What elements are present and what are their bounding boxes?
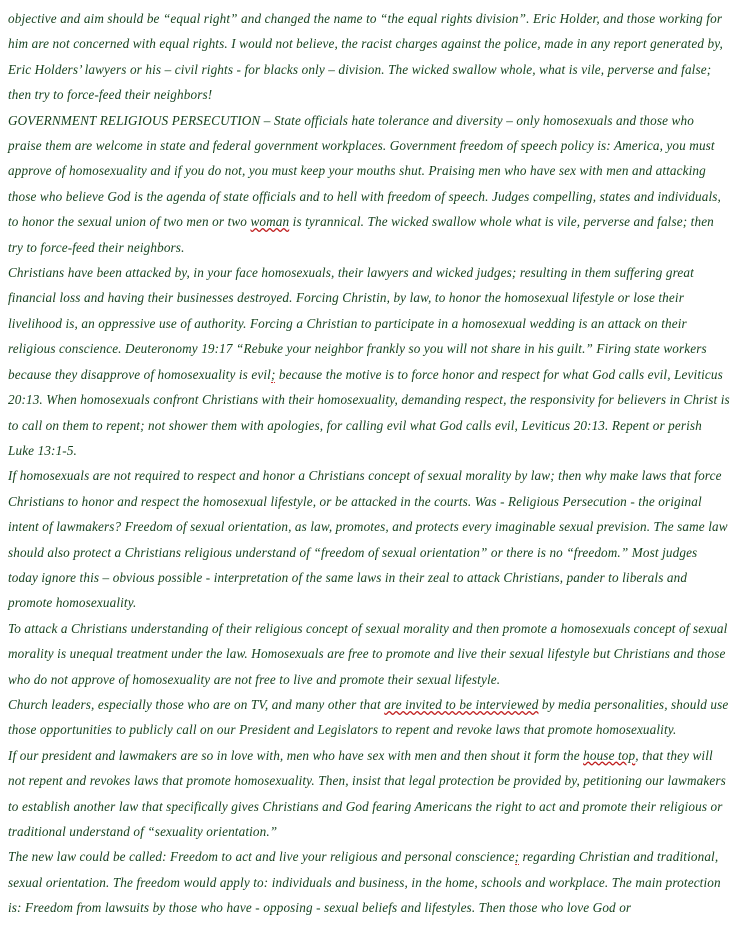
paragraph-3-text-after: because the motive is to force honor and respect for what God calls evil, Leviticus 20:13. When homosexuals confront Christians with their homosexuality, demanding respect, the responsivity for believers in Christ is to call on them to repent; not shower them with apologies, for calling evil what God calls evil, Leviticus 20:13. Repent or perish Luke 13:1-5. xyxy=(8,366,730,458)
paragraph-2-text-after: is tyrannical. The wicked swallow whole what is vile, perverse and false; then try to force-feed their neighbors. xyxy=(8,214,714,255)
paragraph-7-underlined-phrase: house top xyxy=(583,747,636,763)
paragraph-7-text-before: If our president and lawmakers are so in love with, men who have sex with men and then shout it form the xyxy=(8,747,584,763)
paragraph-8 xyxy=(8,844,730,920)
paragraph-5: To attack a Christians understanding of their religious concept of sexual morality and then promote a homosexuals concept of sexual morality is unequal treatment under the law. Homosexuals are free to promote and live their sexual lifestyle but Christians and those who do not approve of homosexuality are not free to live and promote their sexual lifestyle. xyxy=(8,620,728,687)
paragraph-3 xyxy=(8,260,730,463)
paragraph-2-underlined-term: woman xyxy=(250,214,290,230)
paragraph-3-marked-punctuation: ; xyxy=(270,366,276,382)
paragraph-8-text-before: The new law could be called: Freedom to act and live your religious and personal conscience xyxy=(8,849,515,865)
paragraph-6-text-after: by media personalities, should use those opportunities to publicly call on our President and Legislators to repent and revoke laws that promote homosexuality. xyxy=(8,696,729,738)
paragraph-8-text-after: regarding Christian and traditional, sexual orientation. The freedom would apply to: individuals and business, in the home, schools and workplace. The main protection is: Freedom from lawsuits by those who have - opposing - sexual beliefs and lifestyles. Then those who love God or xyxy=(8,849,721,916)
paragraph-7 xyxy=(8,743,730,845)
paragraph-6-text-before: Church leaders, especially those who are on TV, and many other that xyxy=(8,696,385,712)
paragraph-6 xyxy=(8,692,730,743)
paragraph-6-underlined-phrase: are invited to be interviewed xyxy=(384,696,539,712)
paragraph-2 xyxy=(8,108,730,260)
paragraph-2-text-before: GOVERNMENT RELIGIOUS PERSECUTION – State officials hate tolerance and diversity – only homosexuals and those who praise them are welcome in state and federal government workplaces. Government freedom of speech policy is: America, you must approve of homosexuality and if you do not, you must keep your mouths shut. Praising men who have sex with men and attacking those who believe God is the agenda of state officials and to hell with freedom of speech. Judges compelling, states and individuals, to honor the sexual union of two men or two xyxy=(8,112,721,230)
paragraph-1: objective and aim should be “equal right” and changed the name to “the equal rights division”. Eric Holder, and those working for him are not concerned with equal rights. I would not believe, the racist charges against the police, made in any report generated by, Eric Holders’ lawyers or his – civil rights - for blacks only – division. The wicked swallow whole, what is vile, perverse and false; then try to force-feed their neighbors! xyxy=(8,11,723,103)
paragraph-4: If homosexuals are not required to respect and honor a Christians concept of sexual morality by law; then why make laws that force Christians to honor and respect the homosexual lifestyle, or be attacked in the courts. Was - Religious Persecution - the original intent of lawmakers? Freedom of sexual orientation, as law, promotes, and protects every imaginable sexual prevision. The same law should also protect a Christians religious understand of “freedom of sexual orientation” or there is no “freedom.” Most judges today ignore this – obvious possible - interpretation of the same laws in their zeal to attack Christians, pander to liberals and promote homosexuality. xyxy=(8,468,728,611)
paragraph-7-text-after: , that they will not repent and revokes laws that promote homosexuality. Then, insist that legal protection be provided by, petitioning our lawmakers to establish another law that specifically gives Christians and God fearing Americans the right to act and promote their religious or traditional understand of “sexuality orientation.” xyxy=(8,747,726,839)
paragraph-3-text-before: Christians have been attacked by, in your face homosexuals, their lawyers and wicked judges; resulting in them suffering great financial loss and having their businesses destroyed. Forcing Christin, by law, to honor the homosexual lifestyle or lose their livelihood is, an oppressive use of authority. Forcing a Christian to participate in a homosexual wedding is an attack on their religious conscience. Deuteronomy 19:17 “Rebuke your neighbor frankly so you will not share in his guilt.” Firing state workers because they disapprove of homosexuality is evil xyxy=(8,265,707,382)
paragraph-8-marked-punctuation: ; xyxy=(514,849,520,865)
